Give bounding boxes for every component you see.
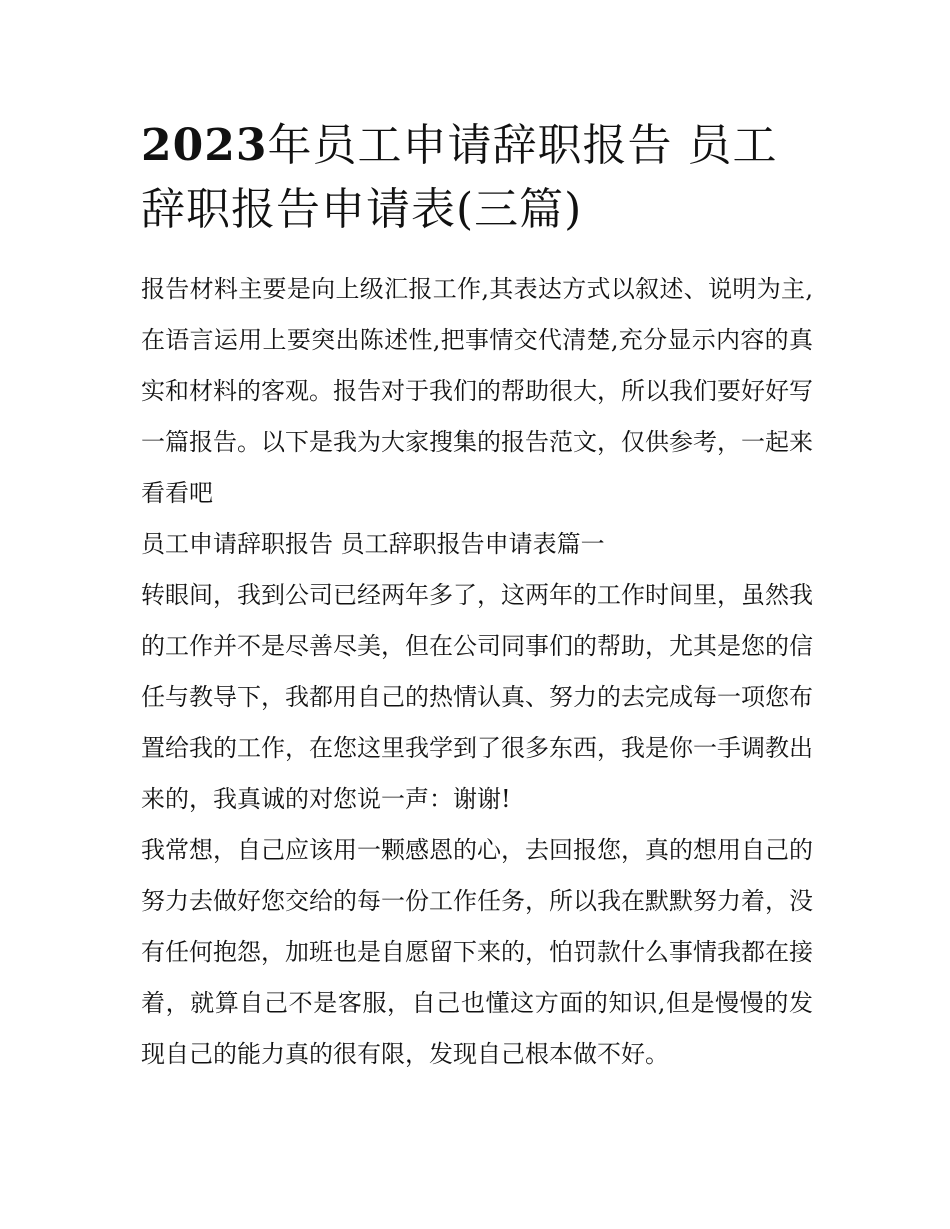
section-heading: 员工申请辞职报告 员工辞职报告申请表篇一 xyxy=(141,530,605,558)
title-year: 2023 xyxy=(141,120,268,171)
body-paragraph-2: 我常想，自己应该用一颗感恩的心，去回报您，真的想用自己的努力去做好您交给的每一份工作任务，所以我在默默努力着，没有任何抱怨，加班也是自愿留下来的，怕罚款什么事情我都在接着，就算自己不是客服，自己也懂这方面的知识,但是慢慢的发现自己的能力真的很有限，发现自己根本做不好。 xyxy=(141,836,813,1068)
title-text: 年员工申请辞职报告 员工辞职报告申请表(三篇) xyxy=(141,120,778,235)
document-title xyxy=(141,114,813,242)
body-paragraph-1: 转眼间，我到公司已经两年多了，这两年的工作时间里，虽然我的工作并不是尽善尽美，但在公司同事们的帮助，尤其是您的信任与教导下，我都用自己的热情认真、努力的去完成每一项您布置给我的工作，在您这里我学到了很多东西，我是你一手调教出来的，我真诚的对您说一声：谢谢! xyxy=(141,581,813,813)
intro-paragraph: 报告材料主要是向上级汇报工作,其表达方式以叙述、说明为主,在语言运用上要突出陈述性,把事情交代清楚,充分显示内容的真实和材料的客观。报告对于我们的帮助很大，所以我们要好好写一篇报告。以下是我为大家搜集的报告范文，仅供参考，一起来看看吧 xyxy=(141,275,813,507)
document-content xyxy=(141,114,813,1080)
